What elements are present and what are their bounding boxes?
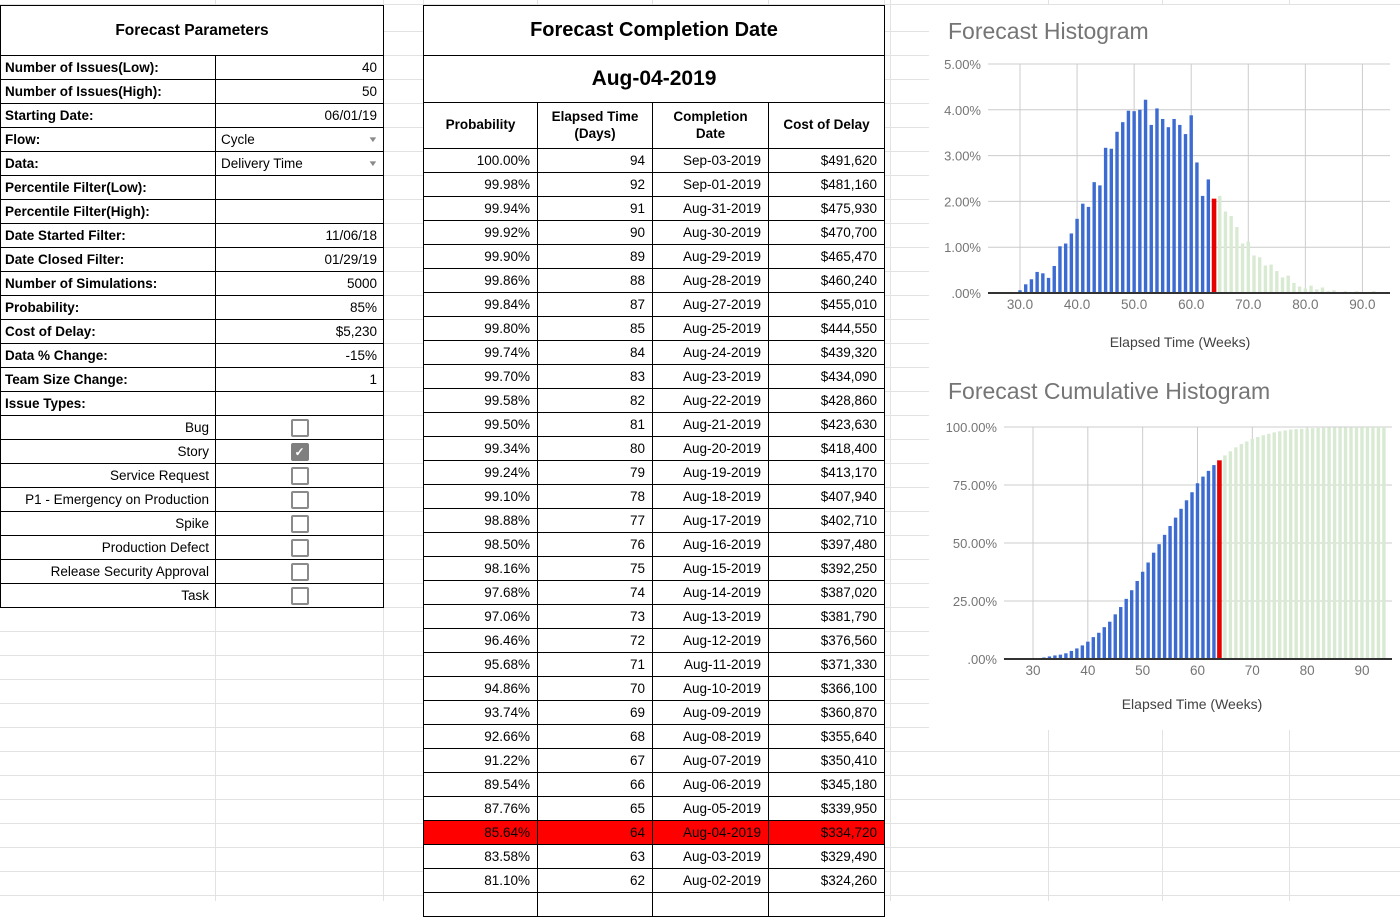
- forecast-cell: $423,630: [769, 413, 885, 437]
- param-label: Starting Date:: [1, 104, 216, 128]
- param-dropdown-flow[interactable]: Cycle ▼: [216, 128, 384, 152]
- issue-type-cell: [216, 416, 384, 440]
- issue-type-row-production-defect: [1, 536, 384, 560]
- forecast-cell: Aug-02-2019: [653, 869, 769, 893]
- issue-type-row-task: [1, 584, 384, 608]
- param-label: Percentile Filter(High):: [1, 200, 216, 224]
- forecast-cell: Aug-22-2019: [653, 389, 769, 413]
- forecast-cell: Aug-18-2019: [653, 485, 769, 509]
- forecast-cell: 99.10%: [424, 485, 538, 509]
- forecast-cell: Aug-07-2019: [653, 749, 769, 773]
- forecast-cell: 85.64%: [424, 821, 538, 845]
- forecast-cell: Aug-04-2019: [653, 821, 769, 845]
- svg-text:80.0: 80.0: [1292, 297, 1319, 312]
- dropdown-arrow-icon: ▼: [367, 158, 379, 168]
- param-row-number-of-simulations: [1, 272, 384, 296]
- forecast-row: [424, 365, 885, 389]
- issue-type-cell: [216, 560, 384, 584]
- svg-text:60: 60: [1189, 663, 1206, 678]
- forecast-cell: $350,410: [769, 749, 885, 773]
- issue-type-label: Bug: [1, 416, 216, 440]
- forecast-cell: Aug-23-2019: [653, 365, 769, 389]
- forecast-cell: Aug-05-2019: [653, 797, 769, 821]
- param-label: Flow:: [1, 128, 216, 152]
- forecast-cell: $418,400: [769, 437, 885, 461]
- forecast-cell: 99.86%: [424, 269, 538, 293]
- svg-text:1.00%: 1.00%: [944, 240, 981, 256]
- param-dropdown-data[interactable]: Delivery Time ▼: [216, 152, 384, 176]
- param-value-starting-date[interactable]: 06/01/19: [216, 104, 384, 128]
- forecast-row: [424, 893, 885, 917]
- forecast-histogram-chart: [929, 5, 1400, 368]
- svg-text:60.0: 60.0: [1178, 297, 1205, 312]
- issue-type-label: Release Security Approval: [1, 560, 216, 584]
- forecast-cell: $481,160: [769, 173, 885, 197]
- forecast-cell: Aug-30-2019: [653, 221, 769, 245]
- forecast-cell: Aug-15-2019: [653, 557, 769, 581]
- forecast-cell: 79: [538, 461, 653, 485]
- forecast-cell: 90: [538, 221, 653, 245]
- forecast-cell: $366,100: [769, 677, 885, 701]
- param-row-number-of-issues-low: [1, 56, 384, 80]
- forecast-cell: 99.80%: [424, 317, 538, 341]
- param-row-percentile-filter-high: [1, 200, 384, 224]
- forecast-cell: 62: [538, 869, 653, 893]
- forecast-cell: 75: [538, 557, 653, 581]
- forecast-cell: 99.98%: [424, 173, 538, 197]
- param-value-number-of-issues-low[interactable]: 40: [216, 56, 384, 80]
- forecast-cell: 70: [538, 677, 653, 701]
- issue-type-cell: [216, 440, 384, 464]
- forecast-cell: 100.00%: [424, 149, 538, 173]
- checkbox-spike[interactable]: [291, 515, 309, 533]
- svg-text:5.00%: 5.00%: [944, 57, 981, 72]
- forecast-cell: $324,260: [769, 869, 885, 893]
- forecast-cell: 80: [538, 437, 653, 461]
- param-label: Number of Issues(High):: [1, 80, 216, 104]
- forecast-cell: $339,950: [769, 797, 885, 821]
- issue-type-label: Task: [1, 584, 216, 608]
- forecast-row: [424, 317, 885, 341]
- forecast-row: [424, 701, 885, 725]
- forecast-cell: Aug-03-2019: [653, 845, 769, 869]
- forecast-row: [424, 605, 885, 629]
- forecast-row: [424, 197, 885, 221]
- forecast-cell: [769, 893, 885, 917]
- forecast-cell: Aug-08-2019: [653, 725, 769, 749]
- dropdown-arrow-icon: ▼: [367, 134, 379, 144]
- param-row-percentile-filter-low: [1, 176, 384, 200]
- forecast-cell: 99.70%: [424, 365, 538, 389]
- forecast-cell: Aug-06-2019: [653, 773, 769, 797]
- forecast-cell: 77: [538, 509, 653, 533]
- param-row-data: [1, 152, 384, 176]
- issue-type-label: Production Defect: [1, 536, 216, 560]
- forecast-cumulative-histogram-chart: [929, 368, 1400, 730]
- forecast-cell: 97.06%: [424, 605, 538, 629]
- checkbox-release-security-approval[interactable]: [291, 563, 309, 581]
- svg-text:25.00%: 25.00%: [952, 594, 997, 609]
- forecast-cell: 99.90%: [424, 245, 538, 269]
- forecast-date: Aug-04-2019: [424, 56, 885, 103]
- checkbox-story[interactable]: ✓: [291, 443, 309, 461]
- forecast-cell: 99.34%: [424, 437, 538, 461]
- forecast-cell: [424, 893, 538, 917]
- forecast-row: [424, 485, 885, 509]
- forecast-cell: 84: [538, 341, 653, 365]
- forecast-cell: $381,790: [769, 605, 885, 629]
- svg-text:Elapsed Time (Weeks): Elapsed Time (Weeks): [1109, 334, 1251, 350]
- issue-type-cell: [216, 536, 384, 560]
- issue-type-cell: [216, 464, 384, 488]
- forecast-cell: $407,940: [769, 485, 885, 509]
- forecast-cell: 91: [538, 197, 653, 221]
- forecast-row: [424, 437, 885, 461]
- param-value-issue-types[interactable]: [216, 392, 384, 416]
- svg-text:30.0: 30.0: [1006, 297, 1034, 312]
- param-value-date-started-filter[interactable]: 11/06/18: [216, 224, 384, 248]
- forecast-cell: 99.92%: [424, 221, 538, 245]
- forecast-row: [424, 629, 885, 653]
- svg-text:Elapsed Time (Weeks): Elapsed Time (Weeks): [1121, 696, 1263, 712]
- forecast-cell: Aug-11-2019: [653, 653, 769, 677]
- forecast-cell: $376,560: [769, 629, 885, 653]
- forecast-cell: 99.84%: [424, 293, 538, 317]
- forecast-cell: $387,020: [769, 581, 885, 605]
- forecast-cell: 94.86%: [424, 677, 538, 701]
- issue-type-row-service-request: [1, 464, 384, 488]
- forecast-parameters-table: [0, 5, 384, 608]
- forecast-cell: 99.74%: [424, 341, 538, 365]
- forecast-cell: 97.68%: [424, 581, 538, 605]
- forecast-row: [424, 245, 885, 269]
- checkbox-task[interactable]: [291, 587, 309, 605]
- forecast-row: [424, 725, 885, 749]
- checkbox-bug[interactable]: [291, 419, 309, 437]
- forecast-column-header: Probability: [424, 103, 538, 149]
- param-label: Number of Issues(Low):: [1, 56, 216, 80]
- forecast-cell: Aug-31-2019: [653, 197, 769, 221]
- forecast-cell: $371,330: [769, 653, 885, 677]
- forecast-cell: Aug-16-2019: [653, 533, 769, 557]
- forecast-cell: $413,170: [769, 461, 885, 485]
- svg-text:2.00%: 2.00%: [944, 194, 981, 210]
- param-value-probability[interactable]: 85%: [216, 296, 384, 320]
- forecast-row: [424, 173, 885, 197]
- issue-type-cell: [216, 584, 384, 608]
- forecast-cell: 87.76%: [424, 797, 538, 821]
- svg-text:90.0: 90.0: [1349, 297, 1376, 312]
- param-row-number-of-issues-high: [1, 80, 384, 104]
- forecast-cell: $460,240: [769, 269, 885, 293]
- svg-text:100.00%: 100.00%: [945, 420, 997, 435]
- forecast-cell: Aug-17-2019: [653, 509, 769, 533]
- forecast-cell: Aug-27-2019: [653, 293, 769, 317]
- forecast-cell: 63: [538, 845, 653, 869]
- svg-text:Forecast Histogram: Forecast Histogram: [948, 18, 1149, 44]
- forecast-cell: 72: [538, 629, 653, 653]
- svg-text:90: 90: [1354, 663, 1370, 678]
- forecast-cell: $392,250: [769, 557, 885, 581]
- forecast-cell: 76: [538, 533, 653, 557]
- forecast-cell: 78: [538, 485, 653, 509]
- forecast-cell: 99.94%: [424, 197, 538, 221]
- svg-text:40: 40: [1080, 663, 1096, 678]
- forecast-cell: 82: [538, 389, 653, 413]
- svg-text:.00%: .00%: [967, 652, 997, 667]
- issue-type-label: Spike: [1, 512, 216, 536]
- param-value-percentile-filter-high[interactable]: [216, 200, 384, 224]
- forecast-row: [424, 269, 885, 293]
- param-value-date-closed-filter[interactable]: 01/29/19: [216, 248, 384, 272]
- svg-text:50: 50: [1135, 663, 1151, 678]
- issue-type-row-p1-emergency-on-production: [1, 488, 384, 512]
- forecast-cell: $439,320: [769, 341, 885, 365]
- forecast-row: [424, 461, 885, 485]
- param-value-percentile-filter-low[interactable]: [216, 176, 384, 200]
- forecast-cell: Sep-03-2019: [653, 149, 769, 173]
- forecast-completion-table: [423, 5, 885, 917]
- param-label: Cost of Delay:: [1, 320, 216, 344]
- issue-type-row-release-security-approval: [1, 560, 384, 584]
- issue-type-label: P1 - Emergency on Production: [1, 488, 216, 512]
- forecast-cell: 66: [538, 773, 653, 797]
- forecast-cell: 81.10%: [424, 869, 538, 893]
- forecast-cell: 68: [538, 725, 653, 749]
- issue-type-row-bug: [1, 416, 384, 440]
- param-label: Data % Change:: [1, 344, 216, 368]
- param-row-flow: [1, 128, 384, 152]
- issue-type-cell: [216, 488, 384, 512]
- param-label: Issue Types:: [1, 392, 216, 416]
- param-row-date-closed-filter: [1, 248, 384, 272]
- forecast-row: [424, 149, 885, 173]
- param-row-data-change: [1, 344, 384, 368]
- forecast-cell: 99.24%: [424, 461, 538, 485]
- svg-text:30: 30: [1025, 663, 1041, 678]
- forecast-cell: Aug-09-2019: [653, 701, 769, 725]
- forecast-cell: 69: [538, 701, 653, 725]
- forecast-cell: 92: [538, 173, 653, 197]
- forecast-cell: $397,480: [769, 533, 885, 557]
- param-row-probability: [1, 296, 384, 320]
- forecast-cell: 65: [538, 797, 653, 821]
- forecast-cell: $455,010: [769, 293, 885, 317]
- forecast-header-row: [424, 103, 885, 149]
- forecast-column-header: Elapsed Time (Days): [538, 103, 653, 149]
- forecast-cell: Aug-12-2019: [653, 629, 769, 653]
- issue-type-row-spike: [1, 512, 384, 536]
- svg-text:4.00%: 4.00%: [944, 102, 981, 118]
- issue-type-cell: [216, 512, 384, 536]
- svg-text:3.00%: 3.00%: [944, 148, 981, 164]
- forecast-cell: 99.50%: [424, 413, 538, 437]
- param-row-date-started-filter: [1, 224, 384, 248]
- checkbox-production-defect[interactable]: [291, 539, 309, 557]
- param-label: Number of Simulations:: [1, 272, 216, 296]
- forecast-cell: [653, 893, 769, 917]
- forecast-row-highlighted: [424, 821, 885, 845]
- param-label: Percentile Filter(Low):: [1, 176, 216, 200]
- param-row-cost-of-delay: [1, 320, 384, 344]
- forecast-cell: $444,550: [769, 317, 885, 341]
- forecast-cell: Aug-24-2019: [653, 341, 769, 365]
- param-label: Probability:: [1, 296, 216, 320]
- forecast-cell: 73: [538, 605, 653, 629]
- forecast-cell: $402,710: [769, 509, 885, 533]
- param-value-data-change[interactable]: -15%: [216, 344, 384, 368]
- forecast-row: [424, 413, 885, 437]
- forecast-row: [424, 221, 885, 245]
- forecast-cell: 81: [538, 413, 653, 437]
- forecast-cell: 89: [538, 245, 653, 269]
- forecast-cell: 87: [538, 293, 653, 317]
- forecast-cell: Aug-20-2019: [653, 437, 769, 461]
- forecast-cell: $329,490: [769, 845, 885, 869]
- forecast-cell: $428,860: [769, 389, 885, 413]
- forecast-cell: 67: [538, 749, 653, 773]
- forecast-cell: Aug-14-2019: [653, 581, 769, 605]
- forecast-cell: 89.54%: [424, 773, 538, 797]
- param-label: Date Started Filter:: [1, 224, 216, 248]
- forecast-row: [424, 581, 885, 605]
- forecast-cell: 98.50%: [424, 533, 538, 557]
- param-row-starting-date: [1, 104, 384, 128]
- forecast-row: [424, 653, 885, 677]
- forecast-cell: 74: [538, 581, 653, 605]
- forecast-cell: Aug-10-2019: [653, 677, 769, 701]
- forecast-cell: Aug-21-2019: [653, 413, 769, 437]
- forecast-cell: 92.66%: [424, 725, 538, 749]
- forecast-cell: 64: [538, 821, 653, 845]
- svg-text:50.00%: 50.00%: [952, 536, 997, 551]
- forecast-cell: Sep-01-2019: [653, 173, 769, 197]
- issue-type-row-story: [1, 440, 384, 464]
- param-value-cost-of-delay[interactable]: $5,230: [216, 320, 384, 344]
- forecast-cell: $465,470: [769, 245, 885, 269]
- svg-text:70: 70: [1244, 663, 1260, 678]
- issue-type-label: Story: [1, 440, 216, 464]
- checkbox-p1-emergency-on-production[interactable]: [291, 491, 309, 509]
- param-label: Data:: [1, 152, 216, 176]
- forecast-cell: 98.16%: [424, 557, 538, 581]
- forecast-cell: $360,870: [769, 701, 885, 725]
- forecast-cell: $355,640: [769, 725, 885, 749]
- forecast-row: [424, 533, 885, 557]
- forecast-cell: 98.88%: [424, 509, 538, 533]
- forecast-column-header: Cost of Delay: [769, 103, 885, 149]
- forecast-row: [424, 749, 885, 773]
- svg-text:Forecast Cumulative Histogram: Forecast Cumulative Histogram: [948, 378, 1271, 404]
- svg-text:75.00%: 75.00%: [952, 478, 997, 493]
- forecast-cell: Aug-29-2019: [653, 245, 769, 269]
- forecast-row: [424, 557, 885, 581]
- forecast-cell: 88: [538, 269, 653, 293]
- forecast-row: [424, 293, 885, 317]
- forecast-row: [424, 773, 885, 797]
- svg-text:40.0: 40.0: [1063, 297, 1091, 312]
- forecast-cell: $345,180: [769, 773, 885, 797]
- forecast-row: [424, 797, 885, 821]
- forecast-cell: 71: [538, 653, 653, 677]
- param-value-team-size-change[interactable]: 1: [216, 368, 384, 392]
- forecast-cell: 91.22%: [424, 749, 538, 773]
- param-row-issue-types: [1, 392, 384, 416]
- forecast-cell: 83.58%: [424, 845, 538, 869]
- forecast-cell: Aug-19-2019: [653, 461, 769, 485]
- forecast-cell: 99.58%: [424, 389, 538, 413]
- forecast-cell: 85: [538, 317, 653, 341]
- svg-text:50.0: 50.0: [1120, 297, 1148, 312]
- forecast-cell: Aug-25-2019: [653, 317, 769, 341]
- forecast-cell: 95.68%: [424, 653, 538, 677]
- svg-text:.00%: .00%: [951, 286, 981, 301]
- forecast-cell: $334,720: [769, 821, 885, 845]
- param-row-team-size-change: [1, 368, 384, 392]
- forecast-cell: 96.46%: [424, 629, 538, 653]
- forecast-cell: $470,700: [769, 221, 885, 245]
- forecast-cell: 93.74%: [424, 701, 538, 725]
- forecast-row: [424, 389, 885, 413]
- param-label: Team Size Change:: [1, 368, 216, 392]
- forecast-cell: $434,090: [769, 365, 885, 389]
- param-value-number-of-simulations[interactable]: 5000: [216, 272, 384, 296]
- forecast-cell: Aug-13-2019: [653, 605, 769, 629]
- forecast-column-header: Completion Date: [653, 103, 769, 149]
- params-title: Forecast Parameters: [1, 6, 384, 56]
- forecast-row: [424, 845, 885, 869]
- forecast-cell: $491,620: [769, 149, 885, 173]
- forecast-cell: 94: [538, 149, 653, 173]
- param-value-number-of-issues-high[interactable]: 50: [216, 80, 384, 104]
- param-label: Date Closed Filter:: [1, 248, 216, 272]
- forecast-cell: [538, 893, 653, 917]
- forecast-cell: 83: [538, 365, 653, 389]
- forecast-row: [424, 509, 885, 533]
- forecast-title: Forecast Completion Date: [424, 6, 885, 56]
- forecast-row: [424, 341, 885, 365]
- issue-type-label: Service Request: [1, 464, 216, 488]
- forecast-cell: Aug-28-2019: [653, 269, 769, 293]
- forecast-row: [424, 677, 885, 701]
- forecast-row: [424, 869, 885, 893]
- forecast-cell: $475,930: [769, 197, 885, 221]
- svg-text:70.0: 70.0: [1235, 297, 1262, 312]
- checkbox-service-request[interactable]: [291, 467, 309, 485]
- svg-text:80: 80: [1299, 663, 1315, 678]
